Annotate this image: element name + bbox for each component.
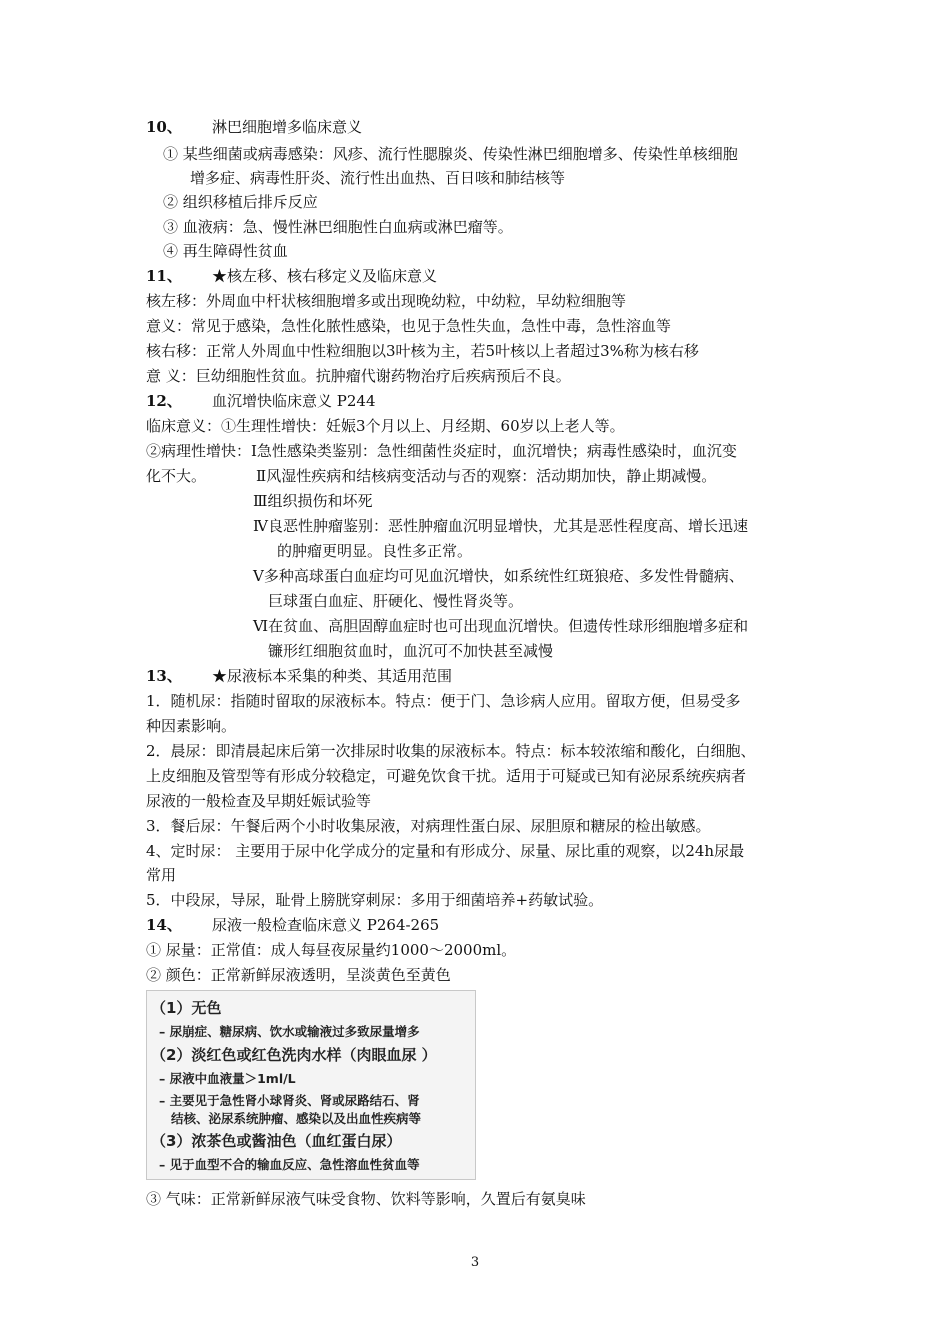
section-10-line-1: ① 某些细菌或病毒感染：风疹、流行性腮腺炎、传染性淋巴细胞增多、传染性单核细胞 [163,145,738,163]
section-13-title: ★尿液标本采集的种类、其适用范围 [212,667,453,685]
section-12-line-4: Ⅲ组织损伤和坏死 [253,492,373,510]
section-14-number: 14、 [146,916,182,934]
section-13-line-3: 2．晨尿：即清晨起床后第一次排尿时收集的尿液标本。特点：标本较浓缩和酸化，白细胞、 [146,742,756,760]
section-11-line-1: 核左移：外周血中杆状核细胞增多或出现晚幼粒，中幼粒，早幼粒细胞等 [146,292,627,310]
figure-heading-2: （2）淡红色或红色洗肉水样（肉眼血尿 ） [151,1046,437,1064]
section-10-line-3: ② 组织移植后排斥反应 [163,193,318,211]
figure-detail-5: – 见于血型不合的输血反应、急性溶血性贫血等 [159,1157,420,1172]
section-12-line-1: 临床意义：①生理性增快：妊娠3个月以上、月经期、60岁以上老人等。 [146,417,625,435]
section-14-title: 尿液一般检查临床意义 P264-265 [212,916,440,934]
section-13-line-2: 种因素影响。 [146,717,237,735]
section-13-line-8: 常用 [146,866,177,884]
section-12-line-3b: Ⅱ风湿性疾病和结核病变活动与否的观察：活动期加快，静止期减慢。 [256,467,717,485]
section-14-line-1: ① 尿量：正常值：成人每昼夜尿量约1000～2000ml。 [146,941,517,959]
section-11-line-3: 核右移：正常人外周血中性粒细胞以3叶核为主，若5叶核以上者超过3%称为核右移 [146,342,699,360]
section-12-line-3a: 化不大。 [146,467,207,485]
section-11-title: ★核左移、核右移定义及临床意义 [212,267,438,285]
figure-detail-4: 结核、泌尿系统肿瘤、感染以及出血性疾病等 [171,1111,422,1126]
figure-detail-3: – 主要见于急性肾小球肾炎、肾或尿路结石、肾 [159,1093,420,1108]
section-13-line-1: 1．随机尿：指随时留取的尿液标本。特点：便于门、急诊病人应用。留取方便，但易受多 [146,692,741,710]
section-12-number: 12、 [146,392,182,410]
section-12-line-8: 巨球蛋白血症、肝硬化、慢性肾炎等。 [268,592,524,610]
section-10-line-4: ③ 血液病：急、慢性淋巴细胞性白血病或淋巴瘤等。 [163,218,513,236]
section-12-line-7: Ⅴ多种高球蛋白血症均可见血沉增快，如系统性红斑狼疮、多发性骨髓病、 [253,567,744,585]
section-13-line-7: 4、定时尿： 主要用于尿中化学成分的定量和有形成分、尿量、尿比重的观察，以24h尿最 [146,842,745,860]
section-14-line-2: ② 颜色：正常新鲜尿液透明，呈淡黄色至黄色 [146,966,451,984]
figure-heading-1: （1）无色 [151,999,222,1017]
figure-detail-1: – 尿崩症、糖尿病、饮水或输液过多致尿量增多 [159,1024,420,1039]
section-13-number: 13、 [146,667,182,685]
section-13-line-9: 5．中段尿，导尿，耻骨上膀胱穿刺尿：多用于细菌培养+药敏试验。 [146,891,604,909]
section-11-line-2: 意义：常见于感染，急性化脓性感染，也见于急性失血，急性中毒，急性溶血等 [146,317,672,335]
section-13-line-6: 3．餐后尿：午餐后两个小时收集尿液，对病理性蛋白尿、尿胆原和糖尿的检出敏感。 [146,817,711,835]
page-number: 3 [470,1255,480,1270]
section-13-line-4: 上皮细胞及管型等有形成分较稳定，可避免饮食干扰。适用于可疑或已知有泌尿系统疾病者 [146,767,747,785]
figure-heading-3: （3）浓茶色或酱油色（血红蛋白尿） [151,1132,402,1150]
section-12-line-9: Ⅵ在贫血、高胆固醇血症时也可出现血沉增快。但遗传性球形细胞增多症和 [253,617,749,635]
section-10-number: 10、 [146,118,182,136]
section-11-line-4: 意 义：巨幼细胞性贫血。抗肿瘤代谢药物治疗后疾病预后不良。 [146,367,571,385]
urine-color-figure [146,990,476,1180]
figure-detail-2: – 尿液中血液量＞1ml/L [159,1071,296,1086]
section-12-title: 血沉增快临床意义 P244 [212,392,376,410]
section-12-line-10: 镰形红细胞贫血时，血沉可不加快甚至减慢 [268,642,554,660]
section-12-line-6: 的肿瘤更明显。良性多正常。 [277,542,473,560]
section-10-title: 淋巴细胞增多临床意义 [212,118,363,136]
section-10-line-2: 增多症、病毒性肝炎、流行性出血热、百日咳和肺结核等 [190,169,566,187]
section-12-line-5: Ⅳ良恶性肿瘤鉴别：恶性肿瘤血沉明显增快，尤其是恶性程度高、增长迅速 [253,517,748,535]
section-12-line-2: ②病理性增快：Ⅰ急性感染类鉴别：急性细菌性炎症时，血沉增快；病毒性感染时，血沉变 [146,442,737,460]
section-13-line-5: 尿液的一般检查及早期妊娠试验等 [146,792,372,810]
section-11-number: 11、 [146,267,182,285]
section-14-line-3: ③ 气味：正常新鲜尿液气味受食物、饮料等影响，久置后有氨臭味 [146,1190,586,1208]
section-10-line-5: ④ 再生障碍性贫血 [163,242,288,260]
